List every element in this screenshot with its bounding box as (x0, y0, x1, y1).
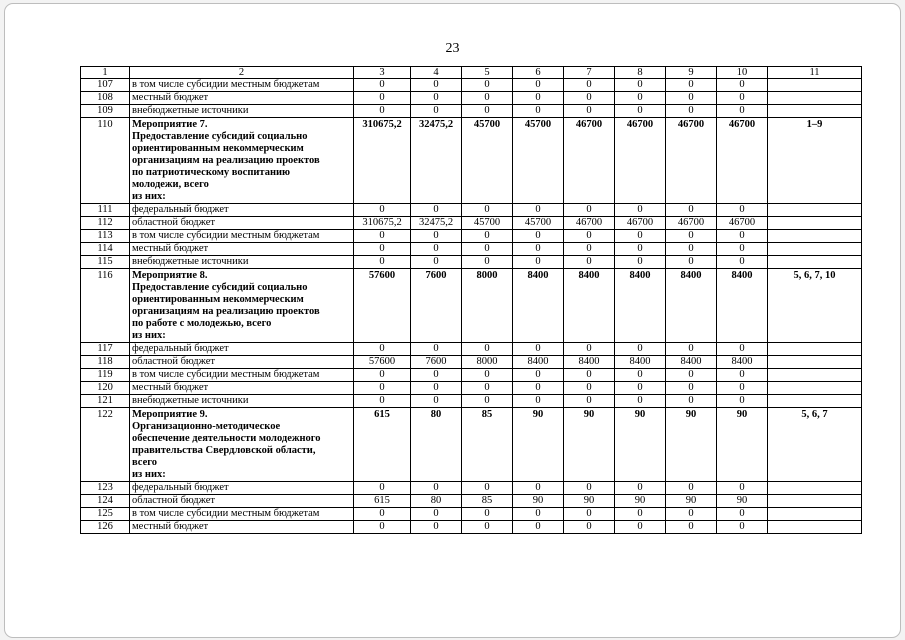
row-number-cell: 123 (81, 482, 130, 495)
value-cell: 8400 (615, 269, 666, 343)
value-cell: 8000 (462, 356, 513, 369)
value-cell: 0 (354, 482, 411, 495)
value-cell: 46700 (615, 118, 666, 204)
value-cell: 46700 (564, 217, 615, 230)
value-cell: 0 (615, 382, 666, 395)
row-number-cell: 121 (81, 395, 130, 408)
value-cell: 0 (513, 395, 564, 408)
row-name-line: федеральный бюджет (132, 343, 229, 354)
value-cell: 0 (564, 369, 615, 382)
value-cell: 0 (411, 382, 462, 395)
value-cell: 0 (564, 395, 615, 408)
row-number-cell: 122 (81, 408, 130, 482)
value-cell: 0 (615, 204, 666, 217)
value-cell: 0 (411, 92, 462, 105)
table-row-measure (81, 408, 862, 482)
value-cell: 0 (717, 256, 768, 269)
value-cell: 0 (411, 482, 462, 495)
row-name-cell (130, 395, 354, 408)
value-cell: 90 (717, 408, 768, 482)
value-cell: 0 (411, 79, 462, 92)
value-cell: 0 (564, 521, 615, 534)
value-cell: 0 (513, 243, 564, 256)
value-cell: 0 (666, 204, 717, 217)
value-cell: 45700 (513, 118, 564, 204)
table-row (81, 508, 862, 521)
row-name-cell (130, 230, 354, 243)
value-cell: 0 (411, 508, 462, 521)
row-name-line: обеспечение деятельности молодежного (132, 433, 321, 444)
value-cell: 0 (462, 343, 513, 356)
value-cell: 0 (564, 343, 615, 356)
value-cell: 0 (462, 243, 513, 256)
row-number-cell: 118 (81, 356, 130, 369)
value-cell: 8400 (513, 269, 564, 343)
value-cell: 46700 (666, 217, 717, 230)
value-cell: 0 (717, 508, 768, 521)
header-cell: 11 (768, 67, 862, 79)
value-cell: 0 (666, 343, 717, 356)
table-row (81, 395, 862, 408)
value-cell: 8400 (717, 269, 768, 343)
row-name-cell (130, 508, 354, 521)
value-cell: 0 (615, 243, 666, 256)
value-cell: 0 (462, 395, 513, 408)
value-cell: 0 (564, 482, 615, 495)
value-cell: 0 (615, 79, 666, 92)
table-row (81, 92, 862, 105)
value-cell: 85 (462, 408, 513, 482)
value-cell: 0 (462, 204, 513, 217)
value-cell: 85 (462, 495, 513, 508)
row-name-line: Предоставление субсидий социально (132, 282, 308, 293)
value-cell: 0 (411, 204, 462, 217)
row-name-cell (130, 79, 354, 92)
page-number: 23 (445, 41, 460, 56)
value-cell: 0 (462, 92, 513, 105)
value-cell: 310675,2 (354, 217, 411, 230)
row-name-line: из них: (132, 469, 166, 480)
value-cell: 0 (462, 256, 513, 269)
value-cell: 0 (513, 79, 564, 92)
value-cell: 0 (354, 256, 411, 269)
value-cell: 0 (615, 92, 666, 105)
target-ref-cell (768, 105, 862, 118)
value-cell: 0 (513, 482, 564, 495)
table-row (81, 356, 862, 369)
row-name-line: из них: (132, 191, 166, 202)
value-cell: 0 (666, 92, 717, 105)
value-cell: 0 (462, 382, 513, 395)
target-ref-cell (768, 382, 862, 395)
row-name-cell (130, 495, 354, 508)
value-cell: 80 (411, 408, 462, 482)
value-cell: 0 (354, 92, 411, 105)
row-name-cell (130, 356, 354, 369)
value-cell: 0 (513, 105, 564, 118)
header-cell: 3 (354, 67, 411, 79)
value-cell: 8400 (666, 356, 717, 369)
value-cell: 0 (666, 521, 717, 534)
row-number-cell: 108 (81, 92, 130, 105)
value-cell: 90 (513, 408, 564, 482)
value-cell: 0 (564, 79, 615, 92)
target-ref-cell (768, 356, 862, 369)
row-name-line: ориентированным некоммерческим (132, 294, 304, 305)
row-number-cell: 109 (81, 105, 130, 118)
target-ref-cell (768, 230, 862, 243)
row-number-cell: 115 (81, 256, 130, 269)
row-name-line: из них: (132, 330, 166, 341)
row-name-line: федеральный бюджет (132, 204, 229, 215)
row-name-line: молодежи, всего (132, 179, 209, 190)
target-ref-cell (768, 204, 862, 217)
value-cell: 8000 (462, 269, 513, 343)
row-name-cell (130, 92, 354, 105)
budget-table (80, 66, 862, 534)
table-row (81, 256, 862, 269)
value-cell: 0 (354, 369, 411, 382)
row-name-line: федеральный бюджет (132, 482, 229, 493)
value-cell: 7600 (411, 269, 462, 343)
value-cell: 0 (717, 395, 768, 408)
row-number-cell: 120 (81, 382, 130, 395)
value-cell: 46700 (717, 118, 768, 204)
row-name-cell (130, 105, 354, 118)
value-cell: 8400 (564, 356, 615, 369)
value-cell: 0 (462, 369, 513, 382)
value-cell: 0 (666, 369, 717, 382)
value-cell: 0 (411, 256, 462, 269)
target-ref-cell (768, 79, 862, 92)
header-cell: 8 (615, 67, 666, 79)
row-name-line: Мероприятие 9. (132, 409, 208, 420)
value-cell: 0 (717, 243, 768, 256)
target-ref-cell (768, 495, 862, 508)
value-cell: 0 (615, 256, 666, 269)
value-cell: 46700 (666, 118, 717, 204)
row-name-cell (130, 256, 354, 269)
header-cell: 7 (564, 67, 615, 79)
row-name-line: Организационно-методическое (132, 421, 281, 432)
target-ref-cell (768, 482, 862, 495)
value-cell: 0 (717, 382, 768, 395)
header-cell: 5 (462, 67, 513, 79)
row-number-cell: 117 (81, 343, 130, 356)
value-cell: 0 (564, 204, 615, 217)
value-cell: 90 (513, 495, 564, 508)
value-cell: 0 (666, 382, 717, 395)
row-name-line: местный бюджет (132, 521, 209, 532)
value-cell: 0 (513, 92, 564, 105)
value-cell: 46700 (717, 217, 768, 230)
value-cell: 0 (666, 395, 717, 408)
table-row (81, 482, 862, 495)
row-number-cell: 125 (81, 508, 130, 521)
value-cell: 0 (615, 508, 666, 521)
value-cell: 57600 (354, 356, 411, 369)
table-row (81, 521, 862, 534)
row-name-line: областной бюджет (132, 356, 215, 367)
value-cell: 8400 (666, 269, 717, 343)
value-cell: 0 (354, 79, 411, 92)
value-cell: 0 (717, 482, 768, 495)
value-cell: 0 (717, 105, 768, 118)
value-cell: 80 (411, 495, 462, 508)
target-ref-cell (768, 256, 862, 269)
row-name-line: внебюджетные источники (132, 256, 249, 267)
table-row (81, 495, 862, 508)
target-ref-cell (768, 521, 862, 534)
row-name-line: внебюджетные источники (132, 395, 249, 406)
value-cell: 90 (615, 408, 666, 482)
row-name-line: местный бюджет (132, 92, 209, 103)
value-cell: 32475,2 (411, 118, 462, 204)
value-cell: 0 (513, 204, 564, 217)
value-cell: 0 (513, 343, 564, 356)
value-cell: 0 (462, 482, 513, 495)
value-cell: 0 (462, 79, 513, 92)
value-cell: 0 (354, 243, 411, 256)
value-cell: 0 (411, 521, 462, 534)
value-cell: 90 (666, 408, 717, 482)
value-cell: 0 (615, 395, 666, 408)
value-cell: 0 (615, 521, 666, 534)
table-row (81, 343, 862, 356)
table-row (81, 230, 862, 243)
target-ref-cell: 5, 6, 7 (768, 408, 862, 482)
value-cell: 0 (513, 521, 564, 534)
value-cell: 0 (354, 521, 411, 534)
target-ref-cell (768, 343, 862, 356)
row-name-cell (130, 482, 354, 495)
value-cell: 90 (564, 408, 615, 482)
value-cell: 0 (354, 230, 411, 243)
value-cell: 90 (666, 495, 717, 508)
value-cell: 0 (666, 105, 717, 118)
value-cell: 0 (462, 230, 513, 243)
row-name-line: по патриотическому воспитанию (132, 167, 291, 178)
value-cell: 0 (666, 230, 717, 243)
row-name-line: внебюджетные источники (132, 105, 249, 116)
row-name-line: в том числе субсидии местным бюджетам (132, 79, 320, 90)
value-cell: 0 (666, 508, 717, 521)
row-name-line: Мероприятие 7. (132, 119, 208, 130)
row-number-cell: 114 (81, 243, 130, 256)
value-cell: 8400 (513, 356, 564, 369)
row-name-cell (130, 243, 354, 256)
row-number-cell: 107 (81, 79, 130, 92)
document-page (4, 3, 901, 638)
value-cell: 0 (564, 243, 615, 256)
row-name-line: по работе с молодежью, всего (132, 318, 272, 329)
row-name-line: правительства Свердловской области, (132, 445, 316, 456)
row-number-cell: 111 (81, 204, 130, 217)
value-cell: 615 (354, 495, 411, 508)
row-name-cell (130, 269, 354, 343)
value-cell: 46700 (615, 217, 666, 230)
value-cell: 0 (615, 105, 666, 118)
row-name-line: всего (132, 457, 158, 468)
value-cell: 7600 (411, 356, 462, 369)
value-cell: 45700 (462, 118, 513, 204)
value-cell: 310675,2 (354, 118, 411, 204)
value-cell: 0 (411, 105, 462, 118)
value-cell: 8400 (717, 356, 768, 369)
value-cell: 0 (354, 508, 411, 521)
value-cell: 0 (717, 204, 768, 217)
header-cell: 2 (130, 67, 354, 79)
value-cell: 0 (615, 230, 666, 243)
value-cell: 0 (717, 92, 768, 105)
value-cell: 0 (411, 230, 462, 243)
row-name-line: в том числе субсидии местным бюджетам (132, 230, 320, 241)
table-row (81, 204, 862, 217)
table-row (81, 217, 862, 230)
value-cell: 615 (354, 408, 411, 482)
value-cell: 0 (564, 508, 615, 521)
value-cell: 0 (564, 105, 615, 118)
value-cell: 0 (354, 105, 411, 118)
target-ref-cell (768, 395, 862, 408)
table-row (81, 243, 862, 256)
value-cell: 90 (615, 495, 666, 508)
value-cell: 0 (513, 230, 564, 243)
value-cell: 0 (513, 508, 564, 521)
table-row (81, 382, 862, 395)
row-name-line: организациям на реализацию проектов (132, 306, 320, 317)
table-row (81, 105, 862, 118)
value-cell: 0 (354, 343, 411, 356)
value-cell: 45700 (513, 217, 564, 230)
target-ref-cell (768, 243, 862, 256)
row-name-cell (130, 521, 354, 534)
value-cell: 0 (513, 382, 564, 395)
table-row (81, 369, 862, 382)
value-cell: 0 (564, 256, 615, 269)
row-number-cell: 124 (81, 495, 130, 508)
value-cell: 0 (462, 508, 513, 521)
value-cell: 0 (513, 369, 564, 382)
row-name-cell (130, 217, 354, 230)
row-name-line: организациям на реализацию проектов (132, 155, 320, 166)
value-cell: 0 (666, 256, 717, 269)
row-number-cell: 110 (81, 118, 130, 204)
value-cell: 0 (462, 105, 513, 118)
target-ref-cell (768, 508, 862, 521)
value-cell: 90 (717, 495, 768, 508)
value-cell: 90 (564, 495, 615, 508)
value-cell: 0 (717, 521, 768, 534)
value-cell: 0 (666, 79, 717, 92)
row-name-line: местный бюджет (132, 243, 209, 254)
row-name-cell (130, 408, 354, 482)
value-cell: 0 (717, 343, 768, 356)
header-cell: 6 (513, 67, 564, 79)
value-cell: 8400 (615, 356, 666, 369)
value-cell: 0 (564, 92, 615, 105)
value-cell: 0 (615, 343, 666, 356)
header-cell: 1 (81, 67, 130, 79)
header-cell: 4 (411, 67, 462, 79)
row-number-cell: 126 (81, 521, 130, 534)
row-number-cell: 113 (81, 230, 130, 243)
table-row-measure (81, 118, 862, 204)
row-name-line: в том числе субсидии местным бюджетам (132, 508, 320, 519)
value-cell: 57600 (354, 269, 411, 343)
value-cell: 0 (564, 230, 615, 243)
value-cell: 0 (411, 343, 462, 356)
value-cell: 0 (513, 256, 564, 269)
table-header-row (81, 67, 862, 79)
row-name-line: Мероприятие 8. (132, 270, 208, 281)
header-cell: 10 (717, 67, 768, 79)
target-ref-cell (768, 369, 862, 382)
target-ref-cell (768, 92, 862, 105)
value-cell: 0 (354, 382, 411, 395)
target-ref-cell: 5, 6, 7, 10 (768, 269, 862, 343)
row-name-cell (130, 369, 354, 382)
value-cell: 0 (411, 369, 462, 382)
target-ref-cell: 1–9 (768, 118, 862, 204)
row-name-line: областной бюджет (132, 217, 215, 228)
value-cell: 0 (615, 369, 666, 382)
row-number-cell: 112 (81, 217, 130, 230)
value-cell: 0 (717, 230, 768, 243)
header-cell: 9 (666, 67, 717, 79)
value-cell: 0 (666, 243, 717, 256)
row-name-line: областной бюджет (132, 495, 215, 506)
value-cell: 0 (462, 521, 513, 534)
table-row-measure (81, 269, 862, 343)
row-name-line: ориентированным некоммерческим (132, 143, 304, 154)
value-cell: 0 (564, 382, 615, 395)
value-cell: 0 (717, 369, 768, 382)
value-cell: 8400 (564, 269, 615, 343)
table-body (81, 67, 862, 534)
value-cell: 32475,2 (411, 217, 462, 230)
value-cell: 0 (354, 395, 411, 408)
value-cell: 0 (615, 482, 666, 495)
table-row (81, 79, 862, 92)
value-cell: 45700 (462, 217, 513, 230)
row-name-cell (130, 204, 354, 217)
row-name-cell (130, 382, 354, 395)
value-cell: 0 (411, 395, 462, 408)
value-cell: 0 (666, 482, 717, 495)
row-name-line: в том числе субсидии местным бюджетам (132, 369, 320, 380)
value-cell: 46700 (564, 118, 615, 204)
row-name-cell (130, 118, 354, 204)
row-number-cell: 119 (81, 369, 130, 382)
row-name-line: Предоставление субсидий социально (132, 131, 308, 142)
value-cell: 0 (354, 204, 411, 217)
target-ref-cell (768, 217, 862, 230)
row-number-cell: 116 (81, 269, 130, 343)
row-name-cell (130, 343, 354, 356)
value-cell: 0 (411, 243, 462, 256)
row-name-line: местный бюджет (132, 382, 209, 393)
value-cell: 0 (717, 79, 768, 92)
